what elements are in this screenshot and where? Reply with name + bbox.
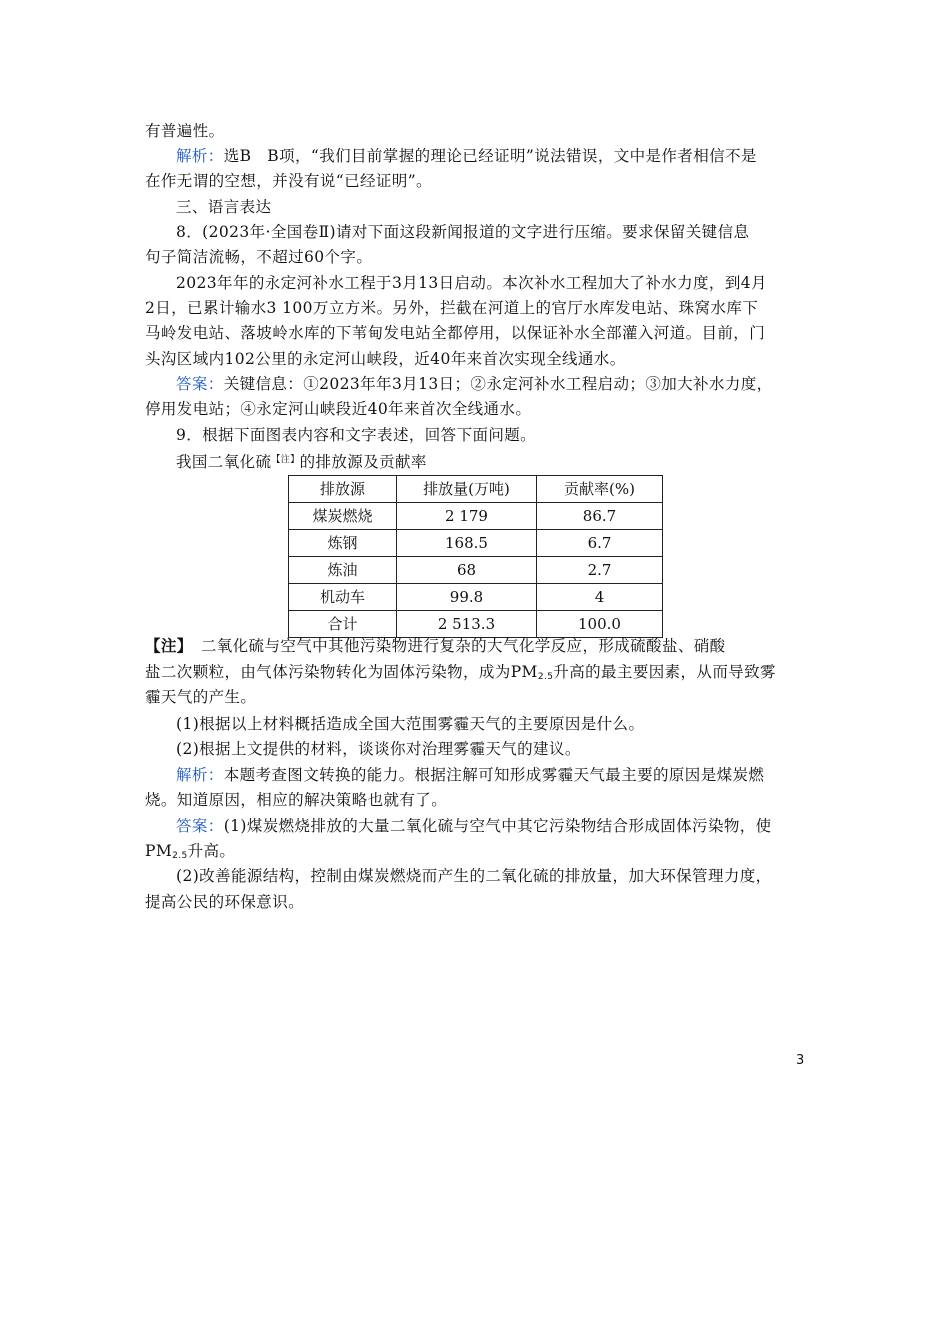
table-caption: 我国二氧化硫$^{【注】}$的排放源及贡献率 xyxy=(176,453,427,471)
emission-table xyxy=(288,475,663,638)
page-number: 3 xyxy=(796,1053,805,1068)
analysis-line: 解析：选B B项，“我们目前掌握的理论已经证明”说法错误，文中是作者相信不是 xyxy=(176,147,757,165)
table-row xyxy=(289,503,663,530)
table-cell: 炼钢 xyxy=(289,530,397,557)
table-row xyxy=(289,584,663,611)
text-line: 2023年年的永定河补水工程于3月13日启动。本次补水工程加大了补水力度，到4月 xyxy=(176,274,767,292)
table-cell: 2 179 xyxy=(397,503,537,530)
answer-line: 答案：(1)煤炭燃烧排放的大量二氧化硫与空气中其它污染物结合形成固体污染物，使 xyxy=(176,817,772,835)
text-line: 霾天气的产生。 xyxy=(145,688,257,706)
text-line: 在作无谓的空想，并没有说“已经证明”。 xyxy=(145,172,432,190)
table-row xyxy=(289,530,663,557)
table-header: 贡献率(%) xyxy=(537,476,663,503)
analysis-label: 解析： xyxy=(176,766,224,784)
text-line: 句子简洁流畅，不超过60个字。 xyxy=(145,248,373,266)
section-heading: 三、语言表达 xyxy=(176,198,272,216)
table-cell: 2.7 xyxy=(537,557,663,584)
text-line: 马岭发电站、落坡岭水库的下苇甸发电站全都停用，以保证补水全部灌入河道。目前，门 xyxy=(145,324,766,342)
table-cell: 机动车 xyxy=(289,584,397,611)
sub-question-2: (2)根据上文提供的材料，谈谈你对治理雾霾天气的建议。 xyxy=(176,740,581,758)
answer-label: 答案： xyxy=(176,375,224,393)
sub-question-1: (1)根据以上材料概括造成全国大范围雾霾天气的主要原因是什么。 xyxy=(176,715,645,733)
answer-label: 答案： xyxy=(176,817,224,835)
table-cell: 168.5 xyxy=(397,530,537,557)
answer-line: 答案：关键信息：①2023年年3月13日；②永定河补水工程启动；③加大补水力度， xyxy=(176,375,773,393)
table-cell: 2 513.3 xyxy=(397,611,537,638)
table-header-row xyxy=(289,476,663,503)
table-cell: 炼油 xyxy=(289,557,397,584)
table-cell: 煤炭燃烧 xyxy=(289,503,397,530)
note-label: 【注】 xyxy=(145,636,185,655)
analysis-label: 解析： xyxy=(176,147,224,165)
text-line: 有普遍性。 xyxy=(145,122,225,140)
question-8: 8．(2023年·全国卷Ⅱ)请对下面这段新闻报道的文字进行压缩。要求保留关键信息 xyxy=(176,223,750,241)
table-cell: 100.0 xyxy=(537,611,663,638)
text-line: 提高公民的环保意识。 xyxy=(145,893,305,911)
text-line: (2)改善能源结构，控制由煤炭燃烧而产生的二氧化硫的排放量，加大环保管理力度， xyxy=(176,867,772,885)
table-cell: 6.7 xyxy=(537,530,663,557)
table-header: 排放源 xyxy=(289,476,397,503)
text-line: 头沟区域内102公里的永定河山峡段，近40年来首次实现全线通水。 xyxy=(145,350,626,368)
note-line: 【注】 二氧化硫与空气中其他污染物进行复杂的大气化学反应，形成硫酸盐、硝酸 xyxy=(145,636,726,655)
table-header: 排放量(万吨) xyxy=(397,476,537,503)
analysis-line: 解析：本题考查图文转换的能力。根据注解可知形成雾霾天气最主要的原因是煤炭燃 xyxy=(176,766,765,784)
text-line: 烧。知道原因，相应的解决策略也就有了。 xyxy=(145,791,448,809)
table-row xyxy=(289,557,663,584)
question-9: 9．根据下面图表内容和文字表述，回答下面问题。 xyxy=(176,426,537,444)
table-cell: 99.8 xyxy=(397,584,537,611)
text-line: 停用发电站；④永定河山峡段近40年来首次全线通水。 xyxy=(145,400,532,418)
table-cell: 4 xyxy=(537,584,663,611)
table-cell: 68 xyxy=(397,557,537,584)
text-line: $PM_{2.5}$升高。 xyxy=(145,842,236,861)
text-line: 盐二次颗粒，由气体污染物转化为固体污染物，成为$PM_{2.5}$升高的最主要因素，从而导致雾 xyxy=(145,663,776,682)
table-cell: 86.7 xyxy=(537,503,663,530)
text-line: 2日，已累计输水3 100万立方米。另外，拦截在河道上的官厅水库发电站、珠窝水库下 xyxy=(145,299,759,317)
table-cell: 合计 xyxy=(289,611,397,638)
